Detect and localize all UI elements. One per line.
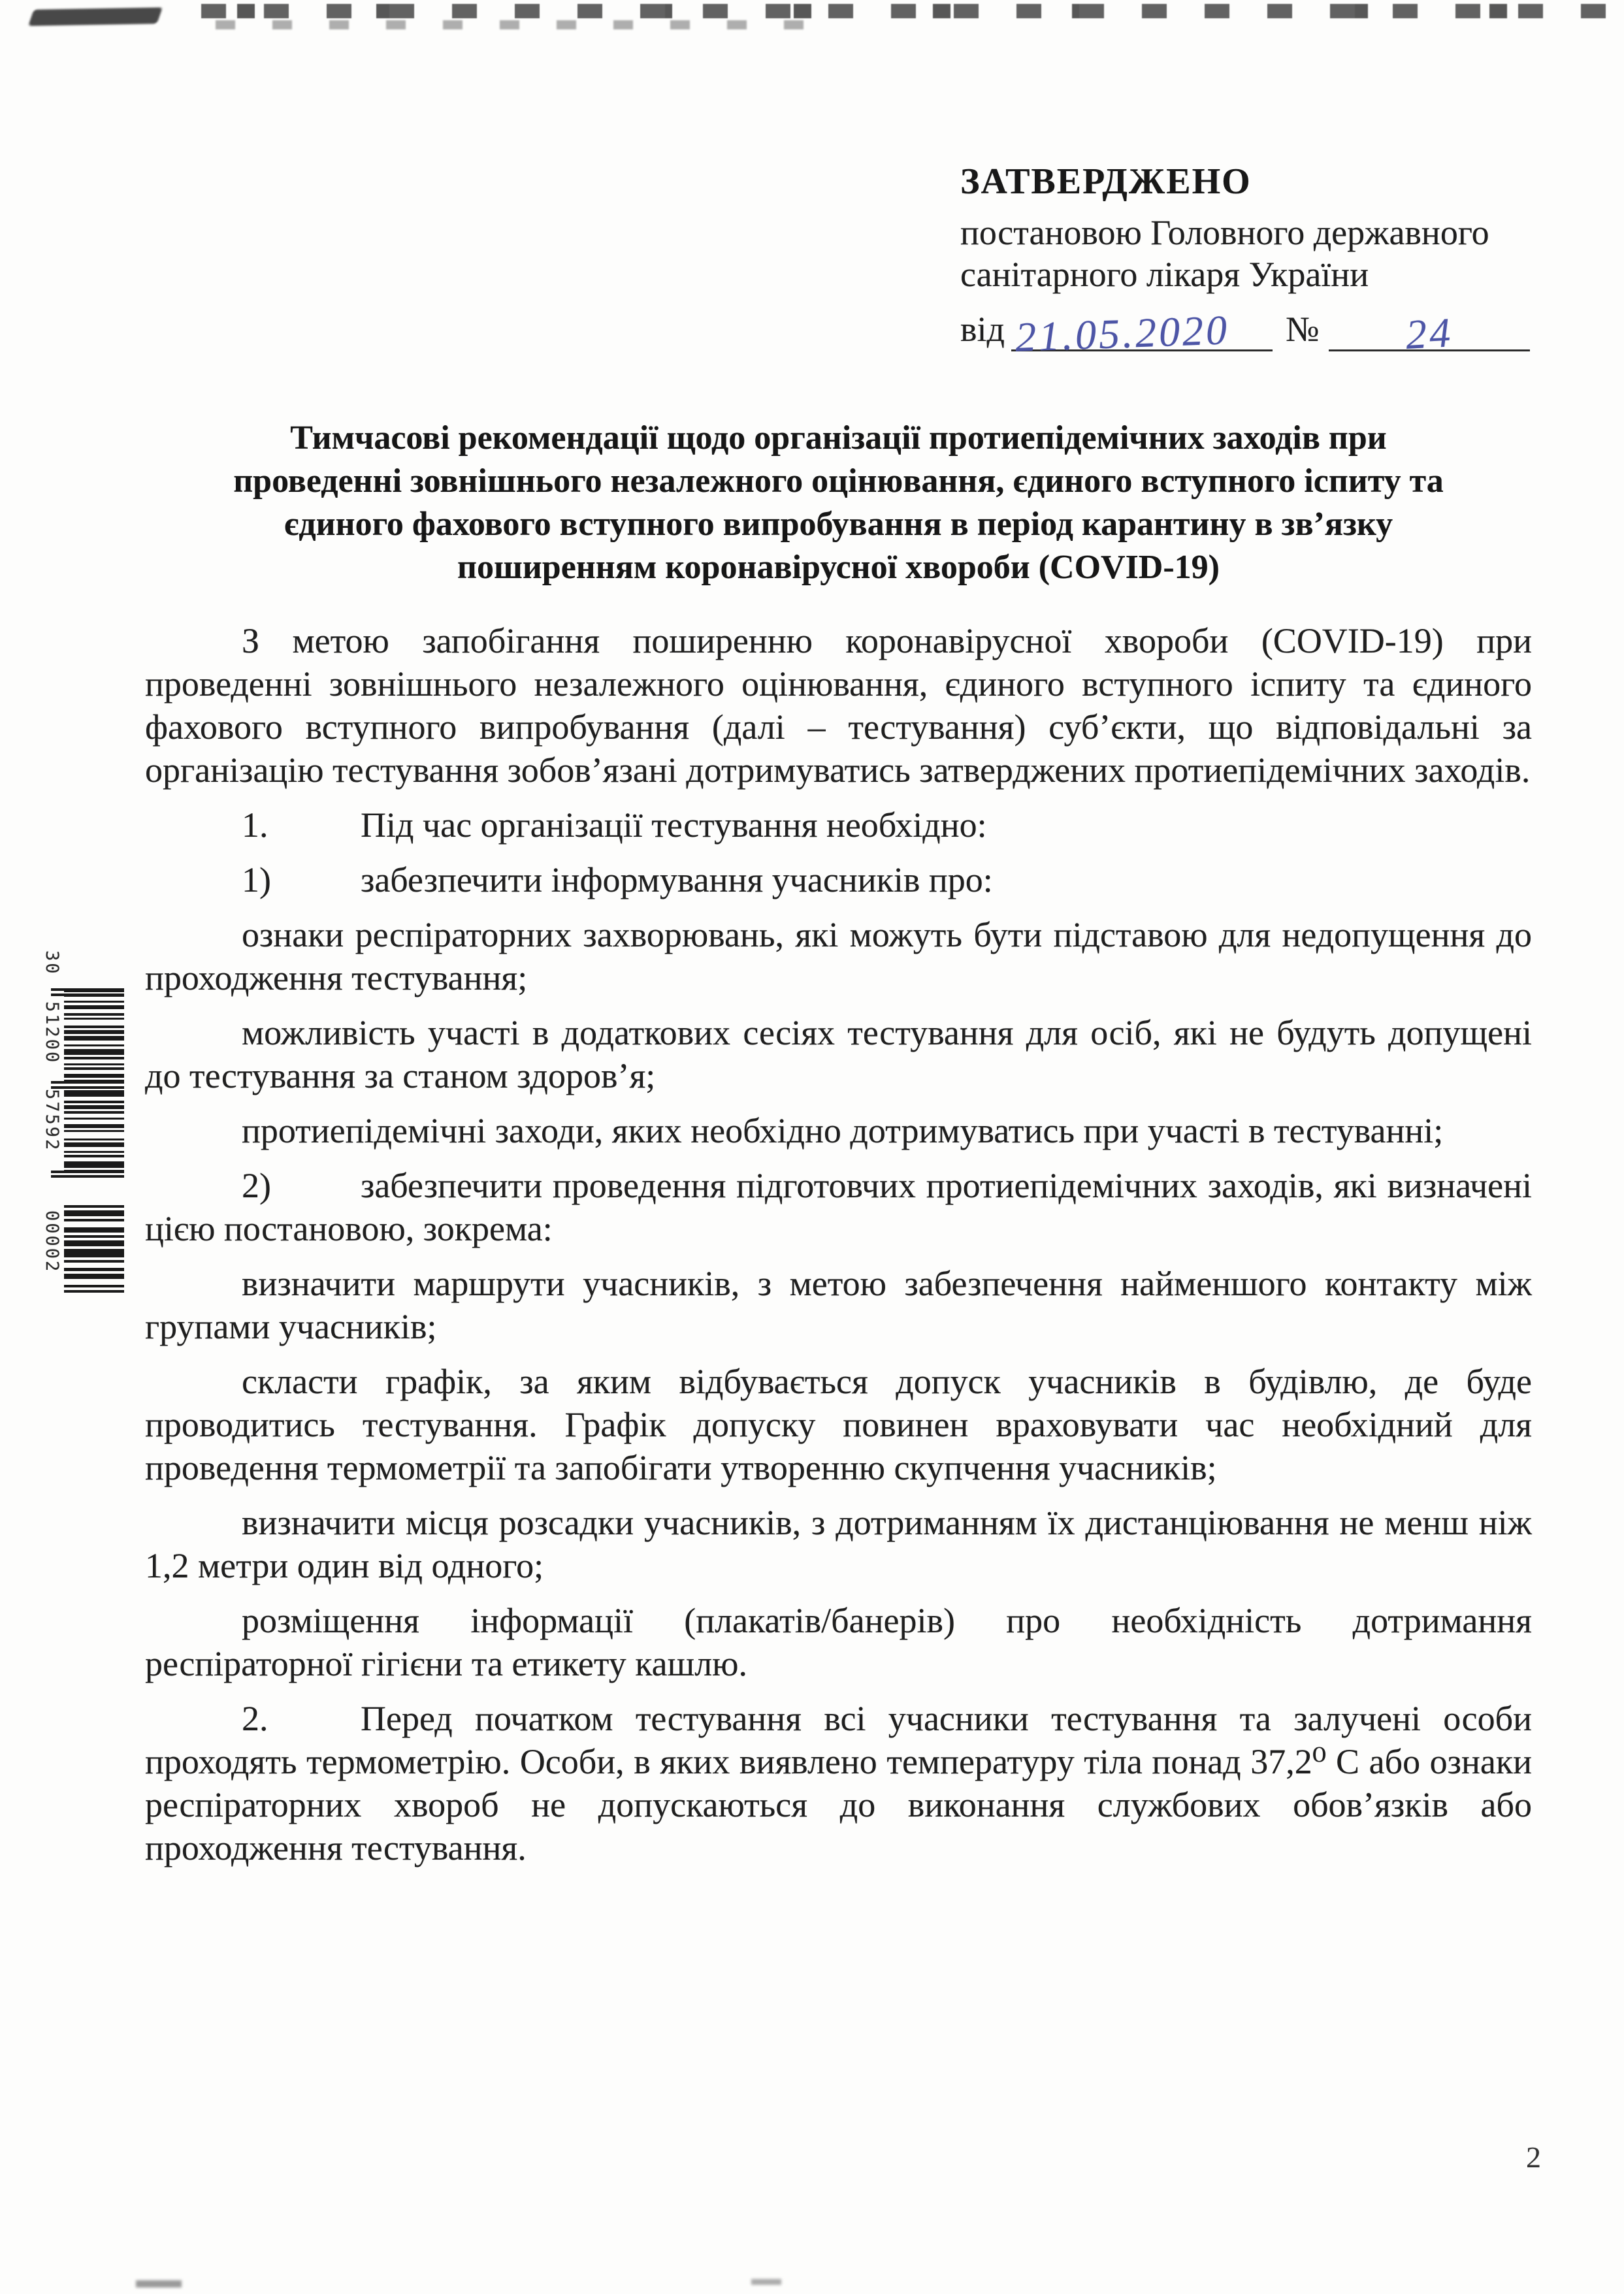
scan-artifact-top-dashes — [201, 4, 1621, 18]
paragraph-text: забезпечити проведення підготовчих протиепідемічних заходів, які визначені цією постановою, зокрема: — [145, 1166, 1532, 1248]
barcode-guard-bar — [51, 1081, 124, 1084]
paragraph — [145, 858, 1532, 901]
document-body — [145, 619, 1532, 1881]
number-label: № — [1285, 310, 1320, 349]
barcode-bar — [64, 1161, 124, 1168]
paragraph — [145, 913, 1532, 999]
paragraph — [145, 803, 1532, 847]
paragraph-text: З метою запобігання поширенню коронавірусної хвороби (COVID-19) при проведенні зовнішнього незалежного оцінювання, єдиного вступного іспиту та єдиного фахового вступного випробування (далі – тестування) суб’єкти, що відповідальні за організацію тестування зобов’язані дотримуватись затверджених протиепідемічних заходів. — [145, 621, 1532, 790]
paragraph — [145, 1262, 1532, 1348]
barcode-bar — [64, 1240, 124, 1246]
paragraph-number: 1. — [242, 805, 268, 845]
barcode-guard-bar — [51, 1171, 124, 1173]
barcode-bar — [64, 1227, 124, 1233]
barcode — [42, 950, 124, 1293]
approval-block — [960, 161, 1555, 361]
scan-artifact-bottom-center — [751, 2279, 781, 2285]
barcode-guard-bar — [51, 994, 124, 996]
approval-byline-2: санітарного лікаря України — [960, 255, 1369, 294]
scan-artifact-top-dashes-secondary — [216, 20, 830, 29]
paragraph-number: 1) — [242, 860, 271, 899]
barcode-gap — [64, 1279, 124, 1284]
barcode-gap — [64, 1263, 124, 1268]
barcode-gap — [64, 1221, 124, 1227]
barcode-digits-prefix: 30 — [42, 950, 62, 976]
number-underline — [1329, 301, 1530, 358]
barcode-bar — [64, 1049, 124, 1056]
paragraph-number: 2) — [242, 1166, 271, 1205]
page-number: 2 — [1526, 2141, 1541, 2174]
document-title-line: проведенні зовнішнього незалежного оцінювання, єдиного вступного іспиту та — [233, 462, 1444, 500]
barcode-bars-addon — [64, 1205, 124, 1293]
paragraph — [145, 1011, 1532, 1097]
document-title-line: Тимчасові рекомендації щодо організації протиепідемічних заходів при — [290, 419, 1387, 457]
paragraph-text: ознаки респіраторних захворювань, які можуть бути підставою для недопущення до проходження тестування; — [145, 915, 1532, 997]
paragraph-text: Під час організації тестування необхідно: — [361, 805, 987, 845]
barcode-digits-group-2: 57592 — [42, 1089, 62, 1152]
paragraph-text: розміщення інформації (плакатів/банерів) про необхідність дотримання респіраторної гігієни та етикету кашлю. — [145, 1601, 1532, 1683]
document-title-line: єдиного фахового вступного випробування в період карантину в зв’язку — [284, 506, 1393, 543]
approval-date-line — [960, 303, 1555, 361]
paragraph-text: Перед початком тестування всі учасники тестування та залучені особи проходять термометрію. Особи, в яких виявлено температуру тіла понад 37,2⁰ С або ознаки респіраторних хвороб не допускаються до виконання службових обов’язків або проходження тестування. — [145, 1699, 1532, 1867]
approval-byline-1: постановою Головного державного — [960, 213, 1489, 252]
approval-heading: ЗАТВЕРДЖЕНО — [960, 161, 1252, 202]
paragraph-text: можливість участі в додаткових сесіях тестування для осіб, які не будуть допущені до тестування за станом здоров’я; — [145, 1013, 1532, 1095]
paragraph — [145, 619, 1532, 792]
barcode-gap — [64, 1020, 124, 1026]
barcode-digits-addon: 00002 — [42, 1210, 62, 1274]
paragraph — [145, 1164, 1532, 1250]
paragraph-text: визначити місця розсадки учасників, з дотриманням їх дистанціювання не менш ніж 1,2 метри один від одного; — [145, 1503, 1532, 1585]
barcode-gap — [64, 1132, 124, 1139]
paragraph-text: забезпечити інформування учасників про: — [361, 860, 993, 899]
date-label: від — [960, 310, 1005, 349]
barcode-digits-group-1: 51200 — [42, 1001, 62, 1065]
paragraph — [145, 1501, 1532, 1587]
barcode-bar — [64, 1210, 124, 1216]
barcode-guard-bar — [51, 1175, 124, 1178]
paragraph-text: протиепідемічні заходи, яких необхідно дотримуватись при участі в тестуванні; — [242, 1111, 1444, 1150]
date-underline — [1011, 301, 1273, 361]
paragraph-number: 2. — [242, 1699, 268, 1738]
paragraph-text: визначити маршрути учасників, з метою забезпечення найменшого контакту між групами учасників; — [145, 1264, 1532, 1346]
paragraph — [145, 1697, 1532, 1869]
document-title — [145, 417, 1532, 589]
scan-artifact-bottom-left — [136, 2280, 182, 2287]
handwritten-number: 24 — [1404, 309, 1454, 358]
barcode-bar — [64, 1090, 124, 1097]
scan-artifact-top-left-blob — [28, 7, 163, 25]
barcode-guard-bar — [51, 988, 124, 991]
barcode-bar — [64, 1274, 124, 1279]
handwritten-date: 21.05.2020 — [1014, 306, 1231, 361]
paragraph — [145, 1599, 1532, 1685]
paragraph-text: скласти графік, за яким відбувається допуск учасників в будівлю, де буде проводитись тестування. Графік допуску повинен враховувати час необхідний для проведення термометрії та запобігати утворенню скупчення учасників; — [145, 1362, 1532, 1487]
barcode-bar — [64, 1249, 124, 1257]
document-title-line: поширенням коронавірусної хвороби (COVID-19) — [457, 549, 1220, 586]
paragraph — [145, 1109, 1532, 1152]
paragraph — [145, 1360, 1532, 1489]
